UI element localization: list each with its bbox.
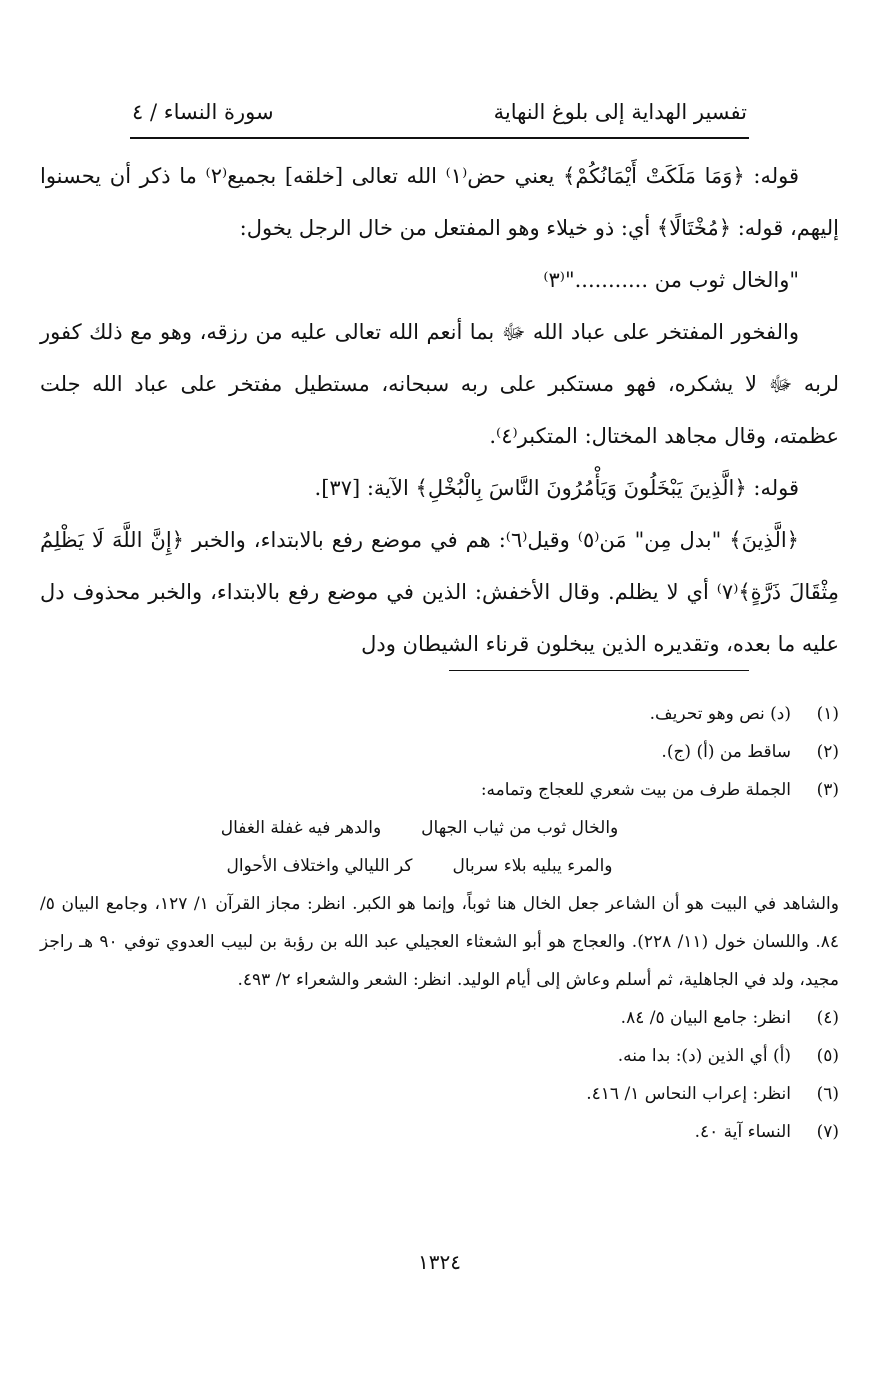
header-rule [130, 137, 749, 139]
footnote-rule [449, 670, 749, 671]
footnote-number: (٧) [816, 1122, 839, 1142]
poem-hemistich: والخال ثوب من ثياب الجهال [421, 818, 619, 838]
footnote-1 [40, 695, 839, 733]
main-text [40, 150, 839, 670]
footnote-text: الجملة طرف من بيت شعري للعجاج وتمامه: [480, 780, 791, 800]
paragraph-2: والفخور المفتخر على عباد الله ﷻ بما أنعم الله تعالى عليه من رزقه، وهو مع ذلك كفور لربه ﷻ لا يشكره، فهو مستكبر على ربه سبحانه، مستطيل مفتخر على عباد الله جلت عظمته، وقال مجاهد المختال: المتكبر⁽٤⁾. [40, 320, 839, 448]
page-number: ١٣٢٤ [418, 1250, 461, 1274]
poem-line-2 [40, 847, 839, 885]
footnote-text: النساء آية ٤٠. [694, 1122, 791, 1142]
footnote-5 [40, 1037, 839, 1075]
footnote-2 [40, 733, 839, 771]
page-header [40, 92, 839, 132]
poem-hemistich: والدهر فيه غفلة الغفال [220, 818, 382, 838]
paragraph-4: ﴿الَّذِينَ﴾ "بدل مِن" مَن⁽٥⁾ وقيل⁽٦⁾: هم في موضع رفع بالابتداء، والخبر ﴿إِنَّ اللَّهَ لَا يَظْلِمُ مِثْقَالَ ذَرَّةٍ﴾⁽٧⁾ أي لا يظلم. وقال الأخفش: الذين في موضع رفع بالابتداء، والخبر محذوف دل عليه ما بعده، وتقديره الذين يبخلون قرناء الشيطان ودل [40, 528, 839, 656]
paragraph-1-verse: "والخال ثوب من ..........."⁽٣⁾ [543, 268, 799, 292]
book-title: تفسير الهداية إلى بلوغ النهاية [493, 100, 747, 124]
poem-hemistich: كر الليالي واختلاف الأحوال [226, 856, 413, 876]
surah-page-label: سورة النساء / ٤ [132, 100, 274, 124]
paragraph-3: قوله: ﴿الَّذِينَ يَبْخَلُونَ وَيَأْمُرُونَ النَّاسَ بِالْبُخْلِ﴾ الآية: [٣٧]. [314, 476, 799, 500]
poem-line-1 [40, 809, 839, 847]
footnote-text: (د) نص وهو تحريف. [649, 704, 791, 724]
footnote-number: (٥) [816, 1046, 839, 1066]
footnote-number: (٣) [816, 780, 839, 800]
footnote-4 [40, 999, 839, 1037]
footnote-text: انظر: إعراب النحاس ١/ ٤١٦. [586, 1084, 791, 1104]
poem-hemistich: والمرء يبليه بلاء سربال [452, 856, 613, 876]
footnote-text: ساقط من (أ) (ج). [661, 742, 791, 762]
footnote-7 [40, 1113, 839, 1151]
footnote-3 [40, 771, 839, 809]
footnote-number: (٢) [816, 742, 839, 762]
footnote-text: (أ) أي الذين (د): بدا منه. [617, 1046, 791, 1066]
footnote-text: انظر: جامع البيان ٥/ ٨٤. [620, 1008, 791, 1028]
footnote-number: (٦) [816, 1084, 839, 1104]
paragraph-1: قوله: ﴿وَمَا مَلَكَتْ أَيْمَانُكُمْ﴾ يعني حض⁽١⁾ الله تعالى [خلقه] بجميع⁽٢⁾ ما ذكر أن يحسنوا إليهم، قوله: ﴿مُخْتَالًا﴾ أي: ذو خيلاء وهو المفتعل من خال الرجل يخول: [40, 164, 839, 240]
footnotes [40, 695, 839, 1151]
footnote-3-continuation: والشاهد في البيت هو أن الشاعر جعل الخال هنا ثوباً، وإنما هو الكبر. انظر: مجاز القرآن ١/ ١٢٧، وجامع البيان ٥/ ٨٤. واللسان خول (١١/ ٢٢٨). والعجاج هو أبو الشعثاء العجيلي عبد الله بن رؤبة بن لبيب العدوي توفي ٩٠ هـ راجز مجيد، ولد في الجاهلية، ثم أسلم وعاش إلى أيام الوليد. انظر: الشعر والشعراء ٢/ ٤٩٣. [40, 894, 839, 990]
footnote-number: (١) [816, 704, 839, 724]
footnote-number: (٤) [816, 1008, 839, 1028]
footnote-6 [40, 1075, 839, 1113]
